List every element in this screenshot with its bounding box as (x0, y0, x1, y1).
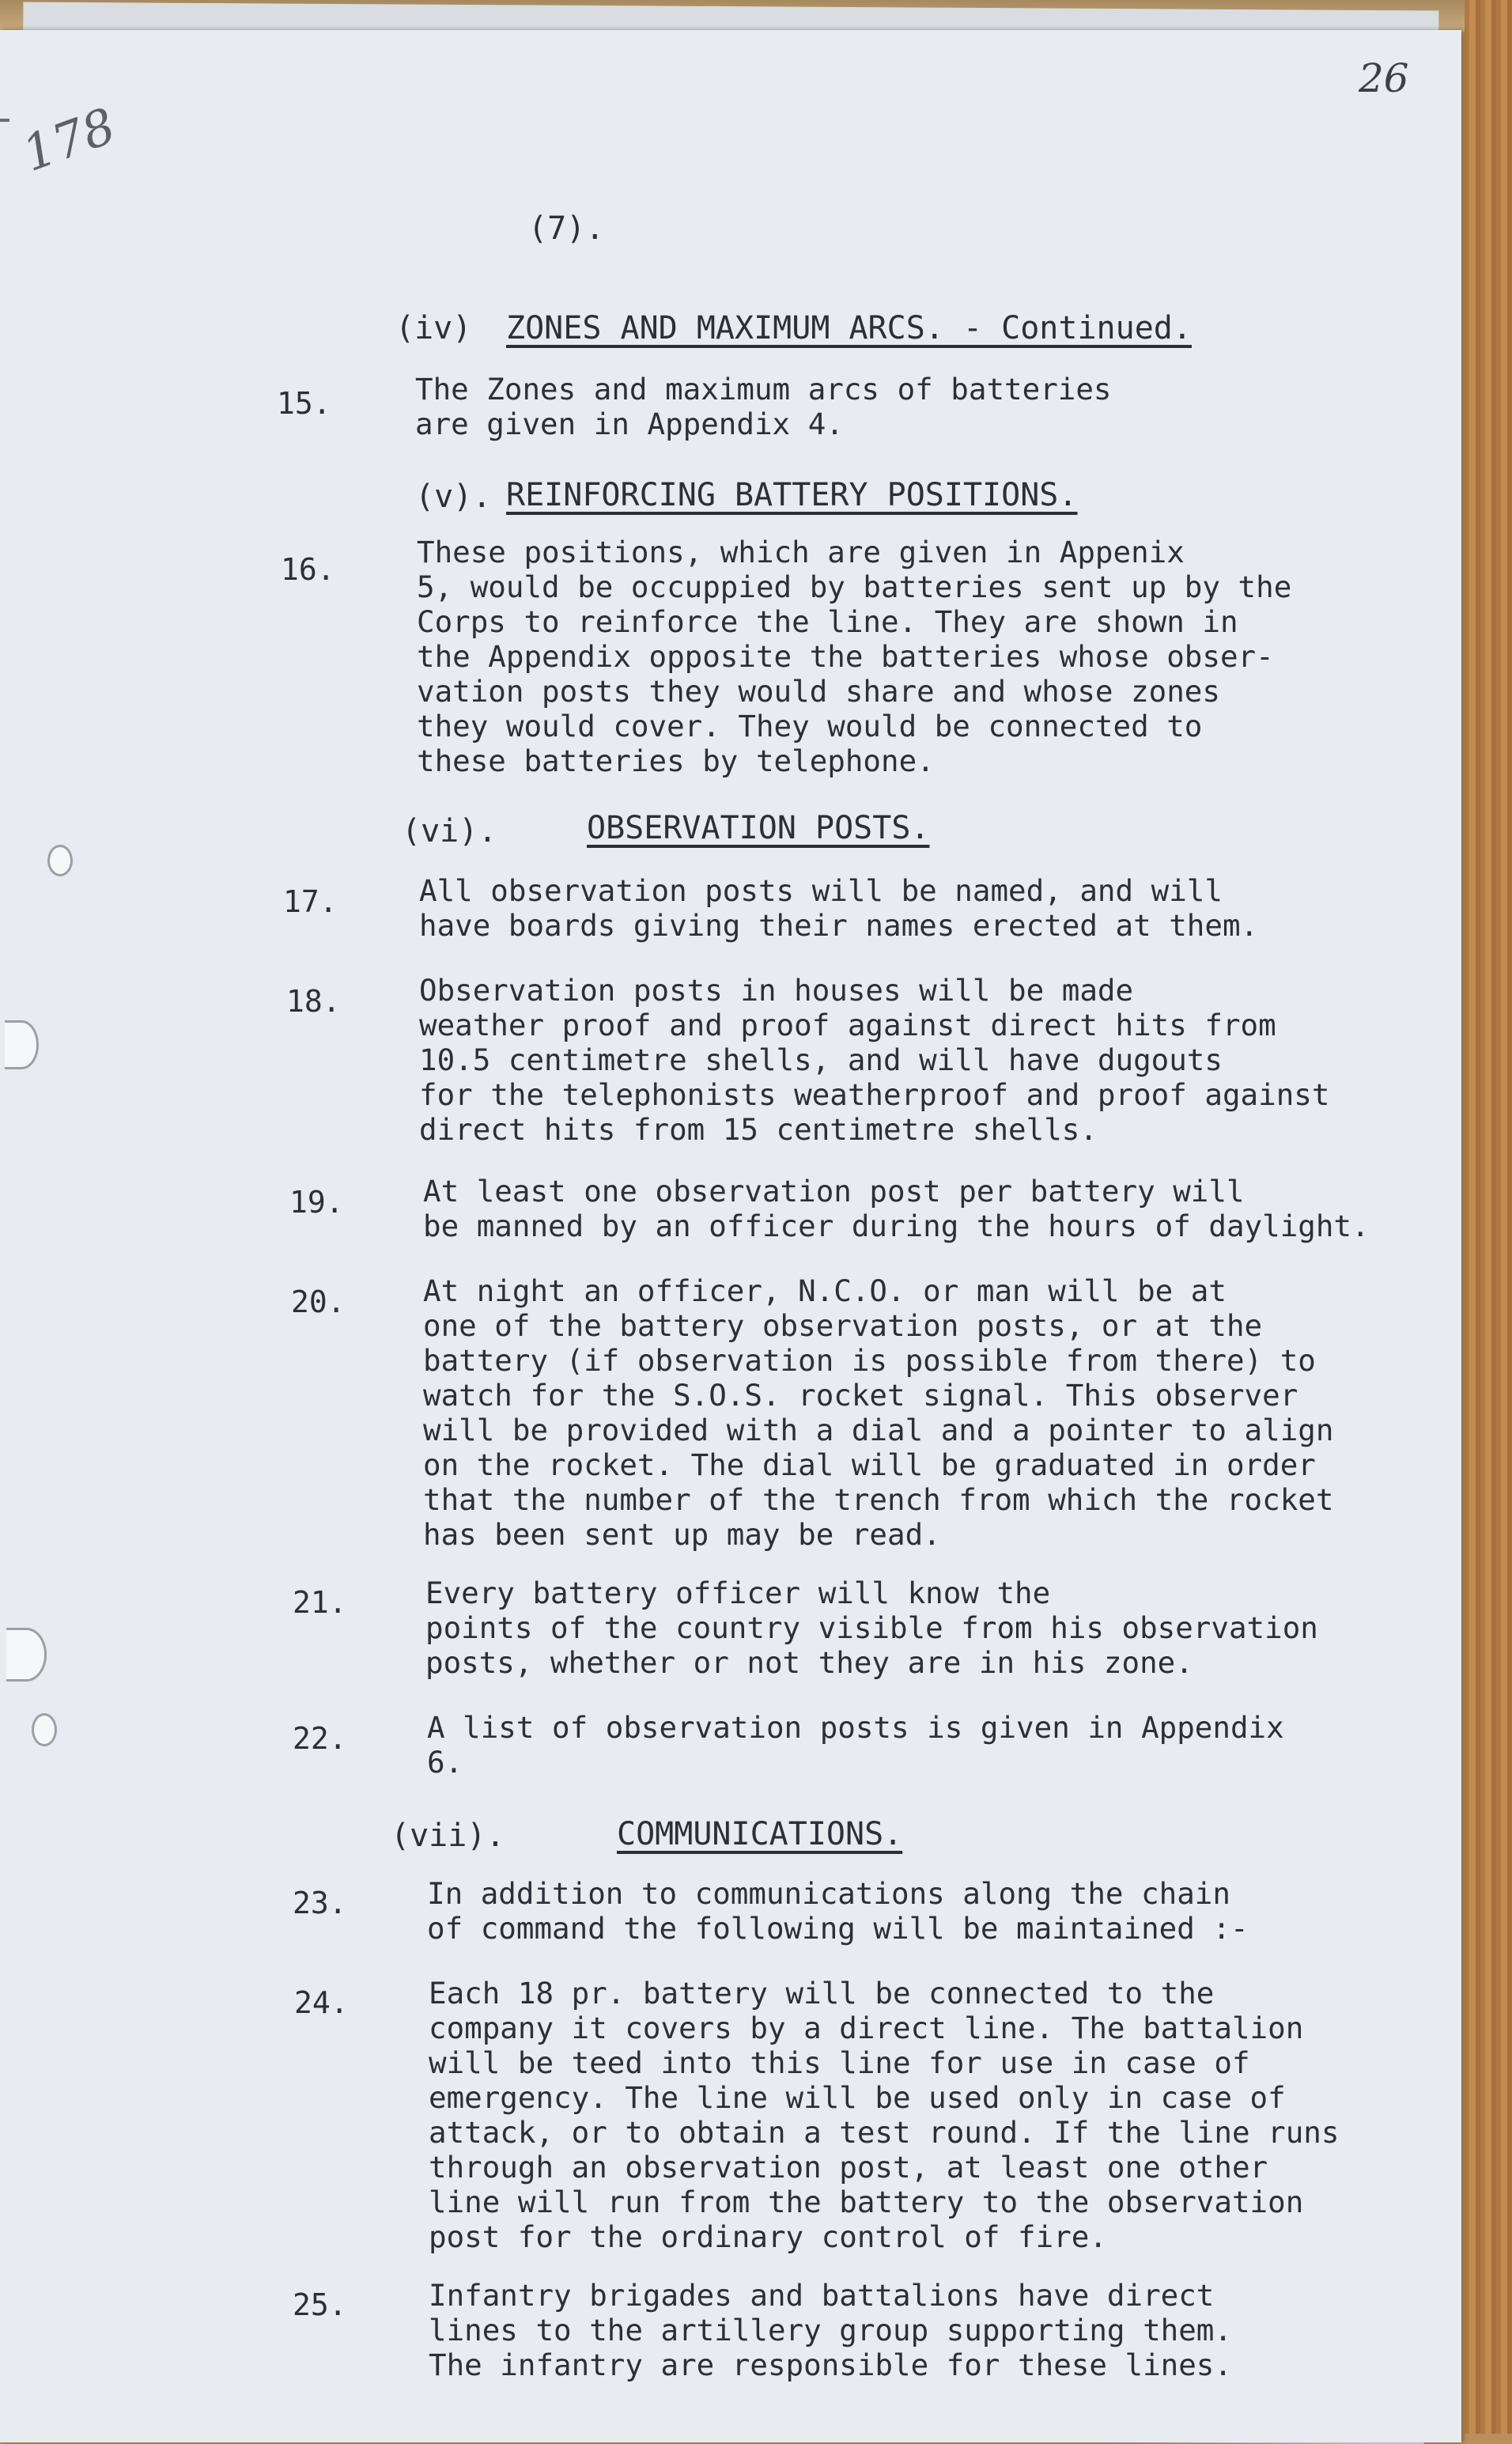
paragraph-21: Every battery officer will know the points of the country visible from his observation posts, whether or not they are in his zone. (425, 1576, 1318, 1680)
paragraph-15: The Zones and maximum arcs of batteries are given in Appendix 4. (415, 372, 1112, 441)
paragraph-number-21: 21. (293, 1585, 347, 1620)
page-number: 26 (1359, 55, 1409, 101)
section-number: (7). (528, 210, 605, 247)
paragraph-number-20: 20. (291, 1284, 346, 1319)
paragraph-20: At night an officer, N.C.O. or man will be at one of the battery observation posts, or at the battery (if observation is possible from there) to watch for the S.O.S. rocket signal. This observer will be provided with a dial and a pointer to align on the rocket. The dial will be graduated in order that the number of the trench from which the rocket has been sent up may be read. (423, 1273, 1334, 1552)
section-label-vi: (vi). (402, 813, 497, 849)
section-heading-vi: OBSERVATION POSTS. (587, 810, 930, 846)
section-label-vii: (vii). (391, 1818, 505, 1854)
paragraph-18: Observation posts in houses will be made weather proof and proof against direct hits from 10.5 centimetre shells, and will have dugouts for the telephonists weatherproof and proof against direct hits from 15 centimetre shells. (419, 973, 1330, 1147)
paragraph-number-25: 25. (293, 2287, 347, 2322)
section-label-iv: (iv) (395, 310, 472, 346)
paragraph-number-22: 22. (293, 1721, 347, 1756)
section-heading-v: REINFORCING BATTERY POSITIONS. (506, 477, 1078, 513)
paragraph-25: Infantry brigades and battalions have direct lines to the artillery group supporting them. The infantry are responsible for these lines. (429, 2278, 1232, 2382)
paragraph-19: At least one observation post per battery will be manned by an officer during the hours of daylight. (423, 1174, 1370, 1243)
paragraph-number-16: 16. (281, 552, 335, 587)
paragraph-23: In addition to communications along the chain of command the following will be maintained :- (427, 1876, 1249, 1946)
section-heading-iv: ZONES AND MAXIMUM ARCS. - Continued. (506, 310, 1192, 346)
paragraph-number-24: 24. (294, 1985, 349, 2020)
section-label-v: (v). (415, 479, 492, 515)
folio-number: 178 (15, 96, 123, 183)
paragraph-22: A list of observation posts is given in Appendix 6. (427, 1710, 1284, 1780)
paragraph-number-17: 17. (283, 884, 338, 919)
paragraph-number-18: 18. (286, 984, 341, 1019)
paragraph-number-19: 19. (289, 1185, 344, 1220)
paragraph-number-23: 23. (293, 1886, 347, 1920)
paragraph-number-15: 15. (277, 386, 331, 421)
section-heading-vii: COMMUNICATIONS. (617, 1816, 903, 1852)
paragraph-17: All observation posts will be named, and will have boards giving their names erected at them. (419, 873, 1259, 943)
paragraph-16: These positions, which are given in Appenix 5, would be occuppied by batteries sent up by the Corps to reinforce the line. They are shown in the Appendix opposite the batteries whose obser- vation posts they would share and whose zones they would cover. They would be connected to these batteries by telephone. (417, 535, 1292, 778)
paragraph-24: Each 18 pr. battery will be connected to the company it covers by a direct line. The battalion will be teed into this line for use in case of emergency. The line will be used only in case of attack, or to obtain a test round. If the line runs through an observation post, at least one other line will run from the battery to the observation post for the ordinary control of fire. (429, 1976, 1340, 2254)
